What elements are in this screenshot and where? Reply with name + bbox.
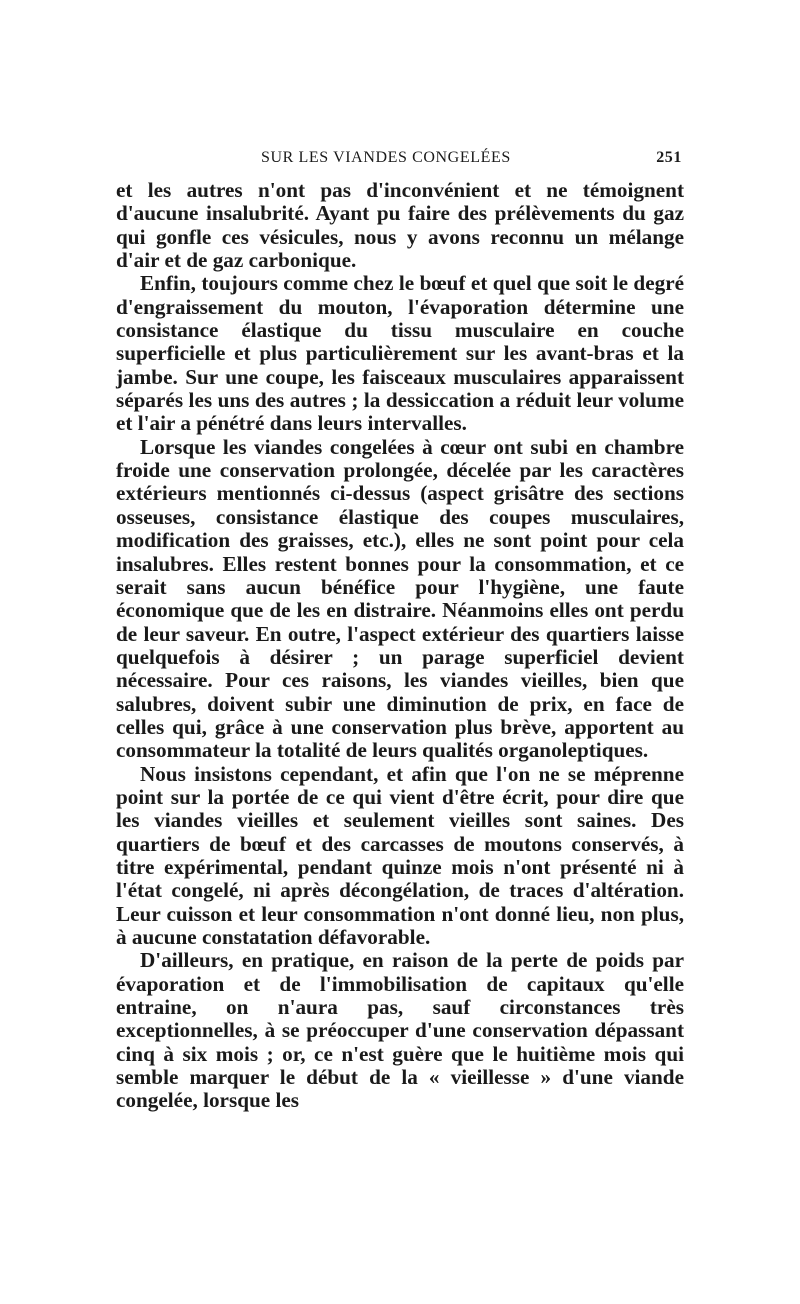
- running-title: SUR LES VIANDES CONGELÉES: [261, 149, 511, 166]
- paragraph: Lorsque les viandes congelées à cœur ont subi en chambre froide une conservation prolongée, décelée par les caractères extérieurs mentionnés ci-dessus (aspect grisâtre des sections osseuses, consistance élastique des coupes musculaires, modification des graisses, etc.), elles ne sont point pour cela insalubres. Elles restent bonnes pour la consommation, et ce serait sans aucun bénéfice pour l'hygiène, une faute économique que de les en distraire. Néanmoins elles ont perdu de leur saveur. En outre, l'aspect extérieur des quartiers laisse quelquefois à désirer ; un parage superficiel devient nécessaire. Pour ces raisons, les viandes vieilles, bien que salubres, doivent subir une diminution de prix, en face de celles qui, grâce à une conservation plus brève, apportent au consommateur la totalité de leurs qualités organoleptiques.: [116, 434, 684, 763]
- paragraph-continued: et les autres n'ont pas d'inconvénient et ne témoignent d'aucune insalubrité. Ayant pu faire des prélèvements du gaz qui gonfle ces vésicules, nous y avons reconnu un mélange d'air et de gaz carbonique.: [116, 178, 684, 273]
- paragraph: Enfin, toujours comme chez le bœuf et quel que soit le degré d'engraissement du mouton, l'évaporation détermine une consistance élastique du tissu musculaire en couche superficielle et plus particulièrement sur les avant-bras et la jambe. Sur une coupe, les faisceaux musculaires apparaissent séparés les uns des autres ; la dessiccation a réduit leur volume et l'air a pénétré dans leurs intervalles.: [116, 271, 684, 436]
- body-text: [116, 179, 684, 1113]
- paragraph: D'ailleurs, en pratique, en raison de la perte de poids par évaporation et de l'immobilisation de capitaux qu'elle entraine, on n'aura pas, sauf circonstances très exceptionnelles, à se préoccuper d'une conservation dépassant cinq à six mois ; or, ce n'est guère que le huitième mois qui semble marquer le début de la « vieillesse » d'une viande congelée, lorsque les: [116, 948, 684, 1113]
- running-head: [116, 143, 684, 179]
- paragraph: Nous insistons cependant, et afin que l'on ne se méprenne point sur la portée de ce qui vient d'être écrit, pour dire que les viandes vieilles et seulement vieilles sont saines. Des quartiers de bœuf et des carcasses de moutons conservés, à titre expérimental, pendant quinze mois n'ont présenté ni à l'état congelé, ni après décongélation, de traces d'altération. Leur cuisson et leur consommation n'ont donné lieu, non plus, à aucune constatation défavorable.: [116, 761, 684, 949]
- book-page: [116, 143, 684, 1113]
- page-number: 251: [656, 149, 682, 166]
